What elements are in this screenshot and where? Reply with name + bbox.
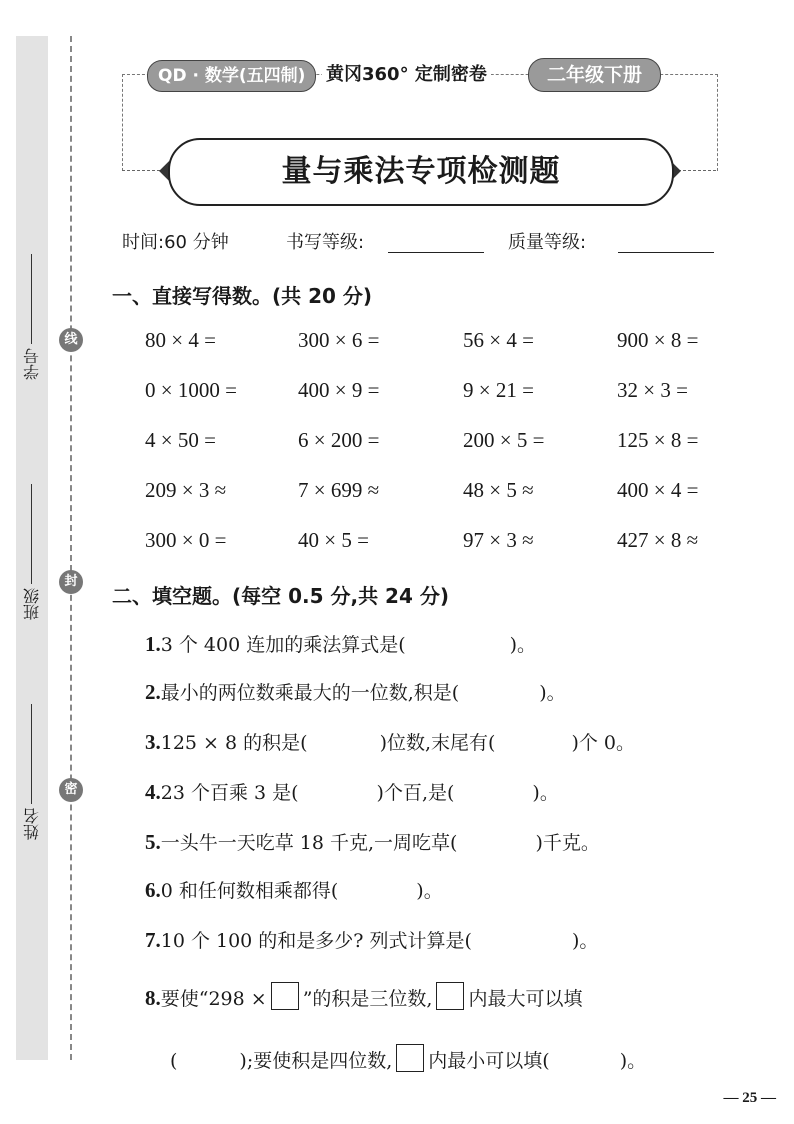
calc-item: 56 × 4 = bbox=[463, 328, 534, 352]
calc-item: 427 × 8 ≈ bbox=[617, 528, 699, 552]
calc-item: 48 × 5 ≈ bbox=[463, 478, 534, 502]
brand-label: 黄冈360° 定制密卷 bbox=[322, 60, 491, 90]
quality-grade-label: 质量等级: bbox=[508, 232, 587, 253]
seal-char-feng: 封 bbox=[59, 570, 83, 594]
writing-grade-blank[interactable] bbox=[388, 228, 484, 253]
calc-item: 300 × 6 = bbox=[298, 328, 380, 352]
page-number: — 25 — bbox=[723, 1090, 776, 1106]
calc-item: 80 × 4 = bbox=[145, 328, 216, 352]
class-field[interactable] bbox=[18, 460, 46, 620]
question-7: 7.10 个 100 的和是多少? 列式计算是( )。 bbox=[145, 928, 599, 952]
student-id-label: 学号 bbox=[22, 348, 42, 380]
question-8-continued: ( );要使积是四位数, 内最小可以填( )。 bbox=[170, 1044, 646, 1073]
calc-item: 125 × 8 = bbox=[617, 428, 699, 452]
question-8: 8.要使“298 × ”的积是三位数, 内最大可以填 bbox=[145, 982, 582, 1011]
grade-badge: 二年级下册 bbox=[528, 58, 661, 92]
question-1: 1.3 个 400 连加的乘法算式是( )。 bbox=[145, 632, 537, 656]
question-5: 5.一头牛一天吃草 18 千克,一周吃草( )千克。 bbox=[145, 830, 600, 854]
name-label: 姓名 bbox=[22, 808, 42, 840]
name-field[interactable] bbox=[18, 680, 46, 840]
answer-box[interactable] bbox=[271, 982, 299, 1010]
time-label: 时间:60 分钟 bbox=[122, 232, 229, 253]
calc-item: 4 × 50 = bbox=[145, 428, 216, 452]
meta-line bbox=[120, 228, 740, 258]
cut-line bbox=[70, 36, 72, 1060]
page-title: 量与乘法专项检测题 bbox=[168, 138, 674, 206]
section-2-title: 二、填空题。(每空 0.5 分,共 24 分) bbox=[112, 584, 449, 608]
quality-grade-blank[interactable] bbox=[618, 228, 714, 253]
calc-item: 209 × 3 ≈ bbox=[145, 478, 227, 502]
question-4: 4.23 个百乘 3 是( )个百,是( )。 bbox=[145, 780, 559, 804]
calc-item: 32 × 3 = bbox=[617, 378, 688, 402]
seal-char-xian: 线 bbox=[59, 328, 83, 352]
question-6: 6.0 和任何数相乘都得( )。 bbox=[145, 878, 443, 902]
calc-item: 300 × 0 = bbox=[145, 528, 227, 552]
calc-item: 400 × 9 = bbox=[298, 378, 380, 402]
writing-grade-label: 书写等级: bbox=[286, 232, 365, 253]
answer-box[interactable] bbox=[436, 982, 464, 1010]
calc-item: 6 × 200 = bbox=[298, 428, 380, 452]
calc-item: 7 × 699 ≈ bbox=[298, 478, 380, 502]
series-badge: QD · 数学(五四制) bbox=[147, 60, 316, 92]
calc-item: 9 × 21 = bbox=[463, 378, 534, 402]
question-2: 2.最小的两位数乘最大的一位数,积是( )。 bbox=[145, 680, 566, 704]
calc-item: 900 × 8 = bbox=[617, 328, 699, 352]
calc-item: 400 × 4 = bbox=[617, 478, 699, 502]
student-id-field[interactable] bbox=[18, 230, 46, 380]
class-label: 班级 bbox=[22, 588, 42, 620]
answer-box[interactable] bbox=[396, 1044, 424, 1072]
question-3: 3.125 × 8 的积是( )位数,末尾有( )个 0。 bbox=[145, 730, 635, 754]
calc-item: 40 × 5 = bbox=[298, 528, 369, 552]
calc-item: 0 × 1000 = bbox=[145, 378, 237, 402]
seal-char-mi: 密 bbox=[59, 778, 83, 802]
calc-item: 97 × 3 ≈ bbox=[463, 528, 534, 552]
section-1-title: 一、直接写得数。(共 20 分) bbox=[112, 284, 373, 308]
calc-item: 200 × 5 = bbox=[463, 428, 545, 452]
